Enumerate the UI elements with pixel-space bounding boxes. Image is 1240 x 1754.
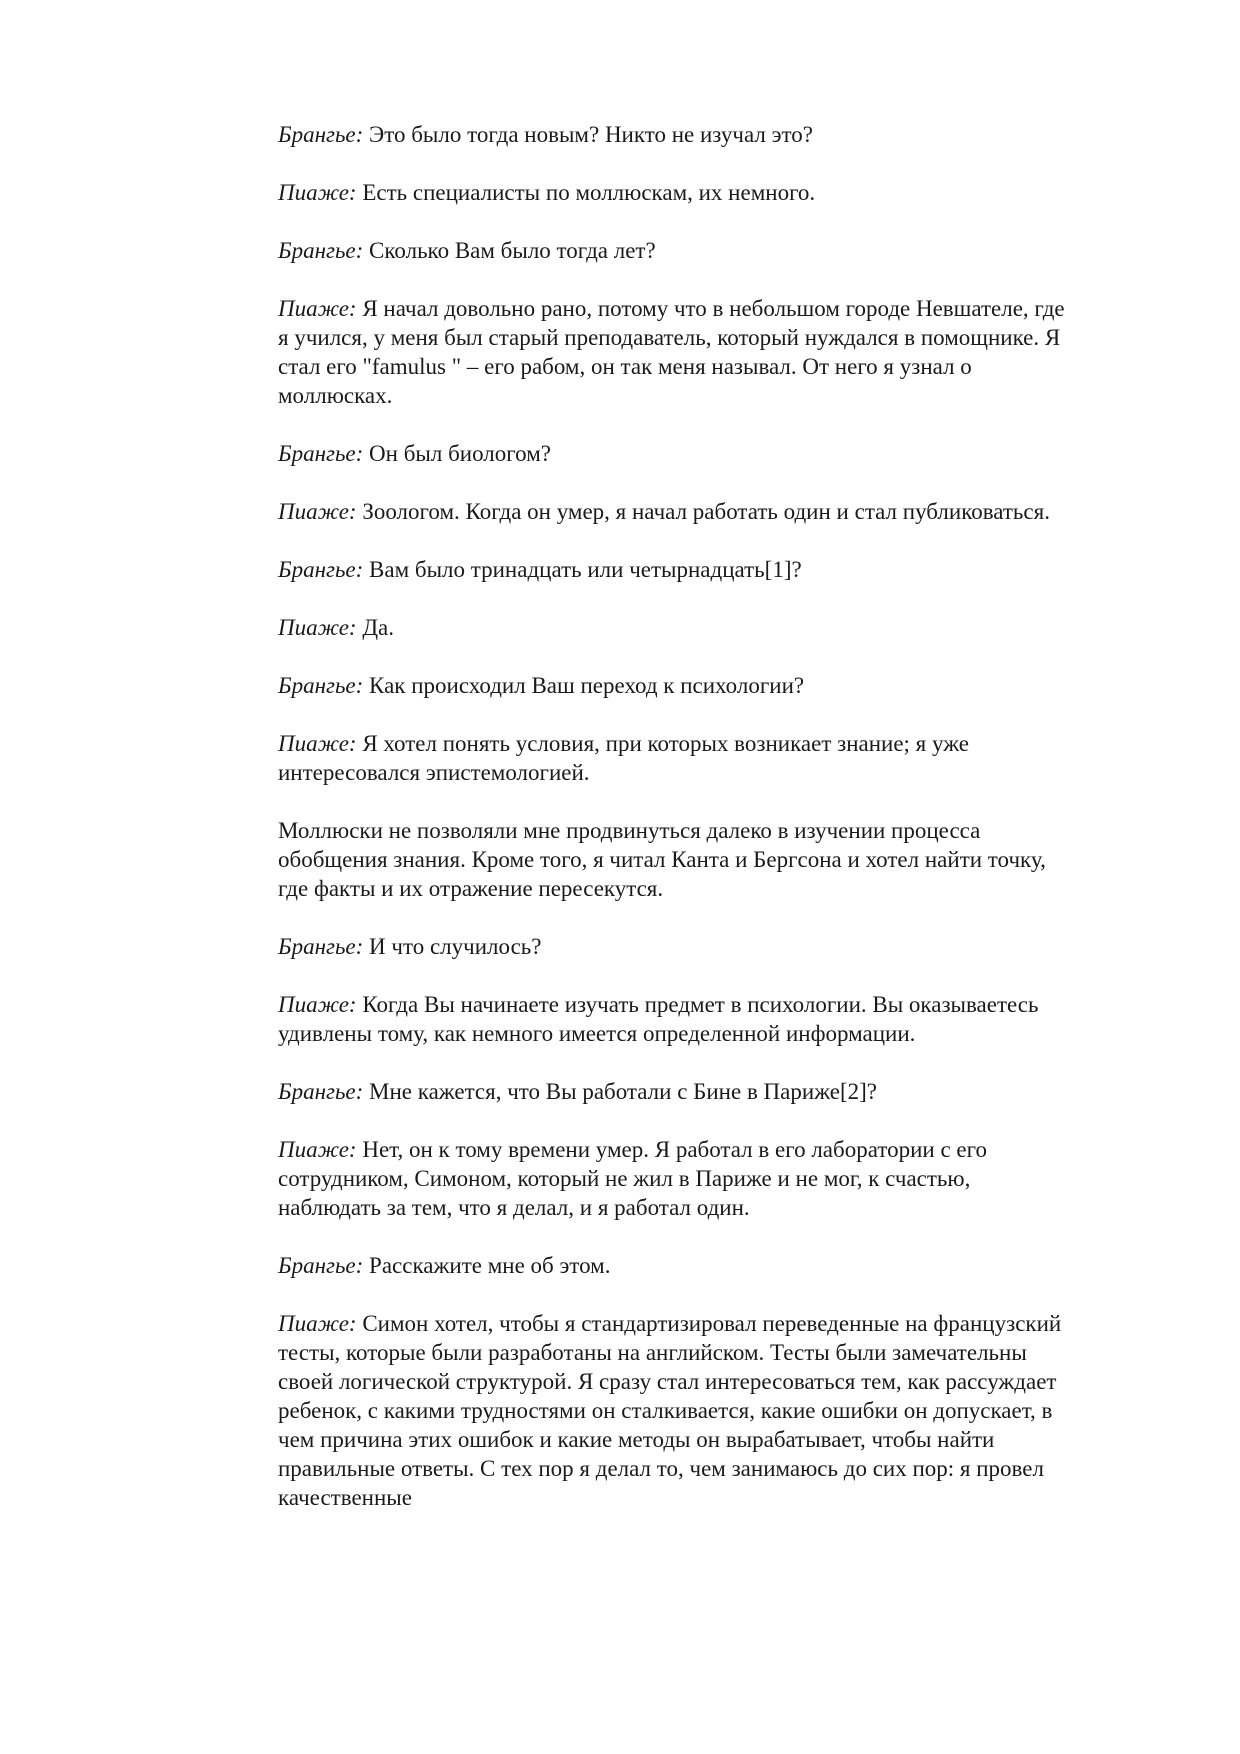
dialogue-text: Когда Вы начинаете изучать предмет в психологии. Вы оказываетесь удивлены тому, как немного имеется определенной информации. xyxy=(278,992,1039,1046)
speaker-name: Пиаже: xyxy=(278,499,357,524)
speaker-name: Брангье: xyxy=(278,934,364,959)
speaker-name: Пиаже: xyxy=(278,296,357,321)
dialogue-text: Он был биологом? xyxy=(369,441,551,466)
dialogue-line xyxy=(278,1077,1068,1106)
speaker-name: Пиаже: xyxy=(278,1137,357,1162)
speaker-name: Пиаже: xyxy=(278,180,357,205)
continuation-paragraph xyxy=(278,816,1068,903)
dialogue-text: Нет, он к тому времени умер. Я работал в его лаборатории с его сотрудником, Симоном, который не жил в Париже и не мог, к счастью, наблюдать за тем, что я делал, и я работал один. xyxy=(278,1137,987,1220)
speaker-name: Брангье: xyxy=(278,673,364,698)
dialogue-text: Вам было тринадцать или четырнадцать[1]? xyxy=(369,557,802,582)
dialogue-text: Да. xyxy=(362,615,394,640)
dialogue-line xyxy=(278,613,1068,642)
dialogue-line xyxy=(278,1309,1068,1512)
speaker-name: Пиаже: xyxy=(278,731,357,756)
dialogue-line xyxy=(278,1251,1068,1280)
dialogue-line xyxy=(278,1135,1068,1222)
dialogue-text: Как происходил Ваш переход к психологии? xyxy=(369,673,805,698)
dialogue-line xyxy=(278,120,1068,149)
dialogue-line xyxy=(278,178,1068,207)
dialogue-line xyxy=(278,294,1068,410)
dialogue-text: Мне кажется, что Вы работали с Бине в Париже[2]? xyxy=(369,1079,878,1104)
dialogue-text: И что случилось? xyxy=(369,934,542,959)
dialogue-text: Моллюски не позволяли мне продвинуться далеко в изучении процесса обобщения знания. Кроме того, я читал Канта и Бергсона и хотел найти точку, где факты и их отражение пересекутся. xyxy=(278,818,1046,901)
speaker-name: Брангье: xyxy=(278,1253,364,1278)
dialogue-text: Это было тогда новым? Никто не изучал это? xyxy=(369,122,813,147)
speaker-name: Пиаже: xyxy=(278,615,357,640)
dialogue-line xyxy=(278,990,1068,1048)
dialogue-line xyxy=(278,439,1068,468)
dialogue-text: Зоологом. Когда он умер, я начал работать один и стал публиковаться. xyxy=(362,499,1050,524)
dialogue-text: Симон хотел, чтобы я стандартизировал переведенные на французский тесты, которые были разработаны на английском. Тесты были замечательны своей логической структурой. Я сразу стал интересоваться тем, как рассуждает ребенок, с какими трудностями он сталкивается, какие ошибки он допускает, в чем причина этих ошибок и какие методы он вырабатывает, чтобы найти правильные ответы. С тех пор я делал то, чем занимаюсь до сих пор: я провел качественные xyxy=(278,1311,1062,1510)
dialogue-line xyxy=(278,932,1068,961)
dialogue-line xyxy=(278,236,1068,265)
dialogue-text: Я хотел понять условия, при которых возникает знание; я уже интересовался эпистемологией. xyxy=(278,731,970,785)
interview-text xyxy=(278,120,1068,1541)
dialogue-line xyxy=(278,671,1068,700)
dialogue-text: Расскажите мне об этом. xyxy=(369,1253,611,1278)
speaker-name: Брангье: xyxy=(278,557,364,582)
dialogue-line xyxy=(278,729,1068,787)
dialogue-text: Есть специалисты по моллюскам, их немного. xyxy=(362,180,816,205)
dialogue-text: Я начал довольно рано, потому что в небольшом городе Невшателе, где я учился, у меня был старый преподаватель, который нуждался в помощнике. Я стал его "famulus " – его рабом, он так меня называл. От него я узнал о моллюсках. xyxy=(278,296,1065,408)
dialogue-line xyxy=(278,555,1068,584)
speaker-name: Пиаже: xyxy=(278,1311,357,1336)
dialogue-text: Сколько Вам было тогда лет? xyxy=(369,238,656,263)
speaker-name: Брангье: xyxy=(278,1079,364,1104)
speaker-name: Брангье: xyxy=(278,122,364,147)
speaker-name: Пиаже: xyxy=(278,992,357,1017)
speaker-name: Брангье: xyxy=(278,441,364,466)
dialogue-line xyxy=(278,497,1068,526)
speaker-name: Брангье: xyxy=(278,238,364,263)
